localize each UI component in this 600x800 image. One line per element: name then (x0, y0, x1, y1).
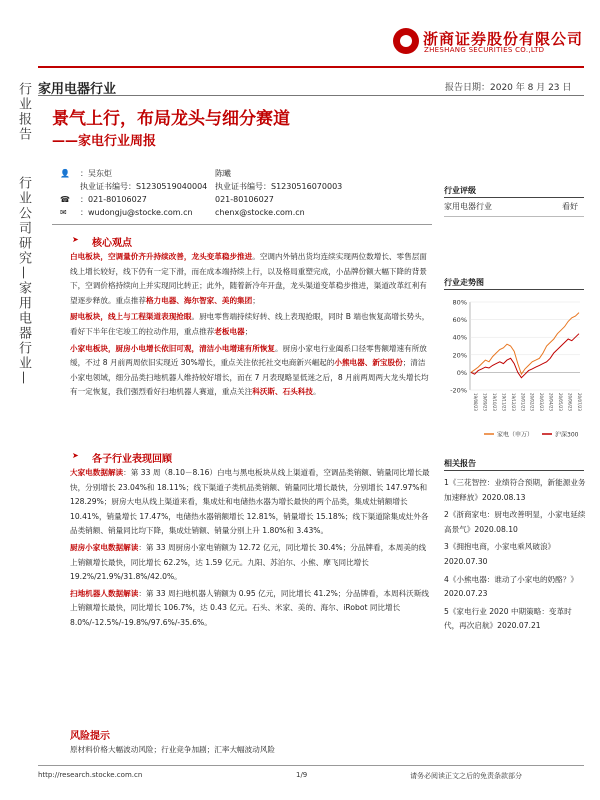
header-divider (38, 66, 584, 68)
chart-y-tick-label: -20% (450, 386, 467, 395)
related-heading: 相关报告 (444, 459, 476, 468)
chart-legend-label: 沪深300 (555, 431, 579, 439)
highlight-text: 老板电器 (214, 326, 245, 336)
footer-disclaimer: 请务必阅读正文之后的免责条款部分 (410, 772, 522, 780)
body-text: 。厨房小家电行业阖系口径零售额增速有所放缓，不过 8 月前两周依旧实现近 30%增长，重点关注依托社交电商新兴崛起的 (70, 343, 427, 368)
footer-divider (38, 765, 584, 766)
analyst-2-phone: 021-80106027 (215, 195, 274, 204)
related-report-item[interactable]: 2《浙商家电：厨电改善明显，小家电延续高景气》2020.08.10 (444, 510, 586, 534)
highlight-text: 厨电板块，线上与工程渠道表现抢眼 (70, 312, 192, 322)
chart-x-tick-label: 19/09/23 (482, 393, 488, 411)
industry-trend-chart (444, 294, 584, 440)
highlight-text: 扫地机器人数据解读 (70, 588, 139, 598)
analyst-divider (52, 224, 432, 225)
report-subtitle: ——家电行业周报 (52, 134, 157, 149)
perf-bullet-icon: ➤ (72, 451, 79, 460)
body-text: ；清洁小家电领域，细分品类扫地机器人维持较好增长，而在 7 月表现略显低迷之后，8 月前两周两大龙头增长均有一定恢复，我们强烈看好扫地机器人赛道，重点关注 (70, 358, 429, 397)
chart-x-tick-label: 19/12/23 (510, 393, 516, 411)
related-reports-list (444, 476, 586, 634)
chart-series-line-0 (471, 313, 579, 375)
body-text: ：第 33 周厨房小家电销额为 12.72 亿元，同比增长 30.4%；分品牌看，本周美的线上销额增长最快，同比增长 62.2%，达 1.59 亿元。九阳、苏泊尔、小熊、摩飞同比增长 19.2%/21.9%/31.8%/42.0%。 (70, 542, 427, 582)
highlight-text: 格力电器、海尔智家、美的集团 (145, 295, 253, 305)
chart-y-tick-label: 40% (452, 333, 467, 342)
chart-x-tick-label: 20/06/23 (567, 393, 573, 411)
analyst-2-email[interactable]: chenx@stocke.com.cn (215, 208, 305, 217)
header-subdivider (38, 95, 584, 96)
chart-x-tick-label: 20/04/23 (548, 393, 554, 411)
report-title: 景气上行，布局龙头与细分赛道 (52, 109, 290, 129)
rating-heading: 行业评级 (444, 186, 476, 195)
body-text: 。 (313, 387, 321, 397)
highlight-text: 小家电板块，厨房小电增长依旧可观，清洁小电增速有所恢复 (70, 343, 276, 353)
core-views-bullet-icon: ➤ (72, 235, 79, 244)
rating-bottom-divider (444, 216, 584, 217)
analyst-1-phone: ：021-80106027 (80, 195, 147, 204)
rating-divider (444, 197, 584, 198)
body-text: 。空调内外销出货均连续实现两位数增长、零售层面线上增长较好，线下仍有一定下滑，而在成本端持续上行，以及格局重塑完成，小品牌份额大幅下降的背景下，空调价格持续向上并实现同比转正；此外，随着新冷年开盘，龙头渠道变革稳步推进，渠道改革红利有望逐步释放。重点推荐 (70, 252, 427, 305)
perf-body (70, 466, 432, 631)
risk-text: 原材料价格大幅波动风险；行业竞争加剧；汇率大幅波动风险 (70, 745, 276, 754)
side-label-category: 行业公司研究—家用电器行业— (16, 176, 31, 386)
company-logo-icon (393, 28, 419, 54)
perf-heading: 各子行业表现回顾 (92, 454, 172, 465)
chart-y-tick-label: 60% (452, 316, 467, 325)
rating-value: 看好 (562, 202, 578, 211)
chart-x-tick-label: 19/10/23 (491, 393, 497, 411)
chart-x-tick-label: 19/11/23 (501, 393, 507, 411)
chart-y-tick-label: 20% (452, 351, 467, 360)
related-report-item[interactable]: 4《小熊电器：谁动了小家电的奶酪？》2020.07.23 (444, 574, 578, 599)
footer-page-number: 1/9 (296, 771, 308, 779)
core-para-white-goods (70, 250, 432, 308)
core-views-heading: 核心观点 (92, 238, 132, 249)
chart-series-line-1 (471, 334, 579, 378)
report-date: 报告日期：2020 年 8 月 23 日 (445, 83, 572, 93)
chart-x-tick-label: 20/02/23 (529, 393, 535, 411)
chart-x-tick-label: 20/05/23 (558, 393, 564, 411)
perf-para-big-appliances (70, 466, 432, 539)
email-icon: ✉ (60, 208, 67, 217)
logo-company-name-en: ZHESHANG SECURITIES CO.,LTD (424, 46, 545, 54)
body-text: 。厨电零售端持续好转、线上表现抢眼，同时 B 端也恢复高增长势头，看好下半年住宅竣工的拉动作用，重点推荐 (70, 312, 430, 336)
risk-heading: 风险提示 (70, 731, 110, 742)
perf-para-robot-vacuum (70, 587, 432, 631)
analyst-1-email[interactable]: ：wudongju@stocke.com.cn (80, 208, 193, 217)
chart-x-tick-label: 20/03/23 (539, 393, 545, 411)
chart-x-tick-label: 19/08/23 (473, 393, 478, 411)
trend-divider (444, 289, 584, 290)
related-report-item[interactable]: 3《拥抱电商，小家电乘风破浪》2020.07.30 (444, 542, 556, 566)
highlight-text: 大家电数据解读 (70, 468, 124, 477)
phone-icon: ☎ (60, 195, 70, 204)
body-text: ：第 33 周扫地机器人销额为 0.95 亿元，同比增长 41.2%；分品牌看，本周科沃斯线上销额增长最快，同比增长 106.7%，达 0.43 亿元。石头、米家、美的、海尔、iRobot 同比增长 8.0%/-12.5%/-19.8%/97.6%/-35.6%。 (70, 588, 429, 627)
rating-label: 家用电器行业 (444, 202, 492, 211)
trend-heading: 行业走势图 (444, 278, 484, 287)
core-para-small-appliances (70, 342, 432, 400)
body-text: ； (244, 326, 253, 336)
chart-x-tick-label: 20/01/23 (520, 393, 526, 411)
core-views-body (70, 250, 432, 400)
chart-legend-label: 家电（申万） (497, 431, 534, 439)
perf-para-kitchen-small (70, 541, 432, 585)
logo-company-name: 浙商证券股份有限公司 (423, 30, 584, 48)
side-label-report-type: 行业报告 (16, 82, 31, 142)
highlight-text: 白电板块，空调量价齐升持续改善，龙头变革稳步推进 (70, 252, 253, 261)
analyst-1-name: ：吴东炬 (80, 169, 112, 178)
chart-y-tick-label: 0% (456, 368, 467, 377)
analyst-1-icon: 👤 (60, 169, 70, 178)
highlight-text: 科沃斯、石头科技 (252, 387, 313, 397)
core-para-kitchen (70, 310, 432, 339)
analyst-2-cert: 执业证书编号：S1230516070003 (215, 182, 343, 191)
analyst-2-name: 陈曦 (215, 169, 231, 178)
body-text: ； (252, 295, 260, 305)
sector-name: 家用电器行业 (38, 82, 117, 97)
body-text: ：第 33 周（8.10－8.16）白电与黑电板块从线上渠道看，空调品类销额、销量同比增长最快，分别增长 23.04%和 18.11%；线下渠道子类机品类销额、销量同比增长最快，分别增长 147.97%和 128.29%；厨房大电从线上渠道来看，集成灶和电储热水器为增长最快的两个品类，集成灶销额增长 10.41%，销量增长 17.47%，电储热水器销额增长 12.81%，销量增长 15.18%；线下渠道除集成灶外各品类销额、销量同比均下降，集成灶销额、销量分别上升 1.80%和 3.43%。 (70, 468, 430, 536)
highlight-text: 厨房小家电数据解读 (70, 542, 139, 552)
related-divider (444, 470, 584, 471)
chart-x-tick-label: 20/07/23 (577, 393, 582, 411)
related-report-item[interactable]: 5《家电行业 2020 中期策略：变革时代，再次启航》2020.07.21 (444, 606, 572, 631)
highlight-text: 小熊电器、新宝股份 (334, 358, 403, 368)
footer-url[interactable]: http://research.stocke.com.cn (38, 771, 143, 779)
chart-y-tick-label: 80% (452, 298, 467, 307)
analyst-1-cert: 执业证书编号：S1230519040004 (80, 182, 208, 191)
related-report-item[interactable]: 1《三花智控：业绩符合预期，新能源业务加速释放》2020.08.13 (444, 478, 586, 502)
